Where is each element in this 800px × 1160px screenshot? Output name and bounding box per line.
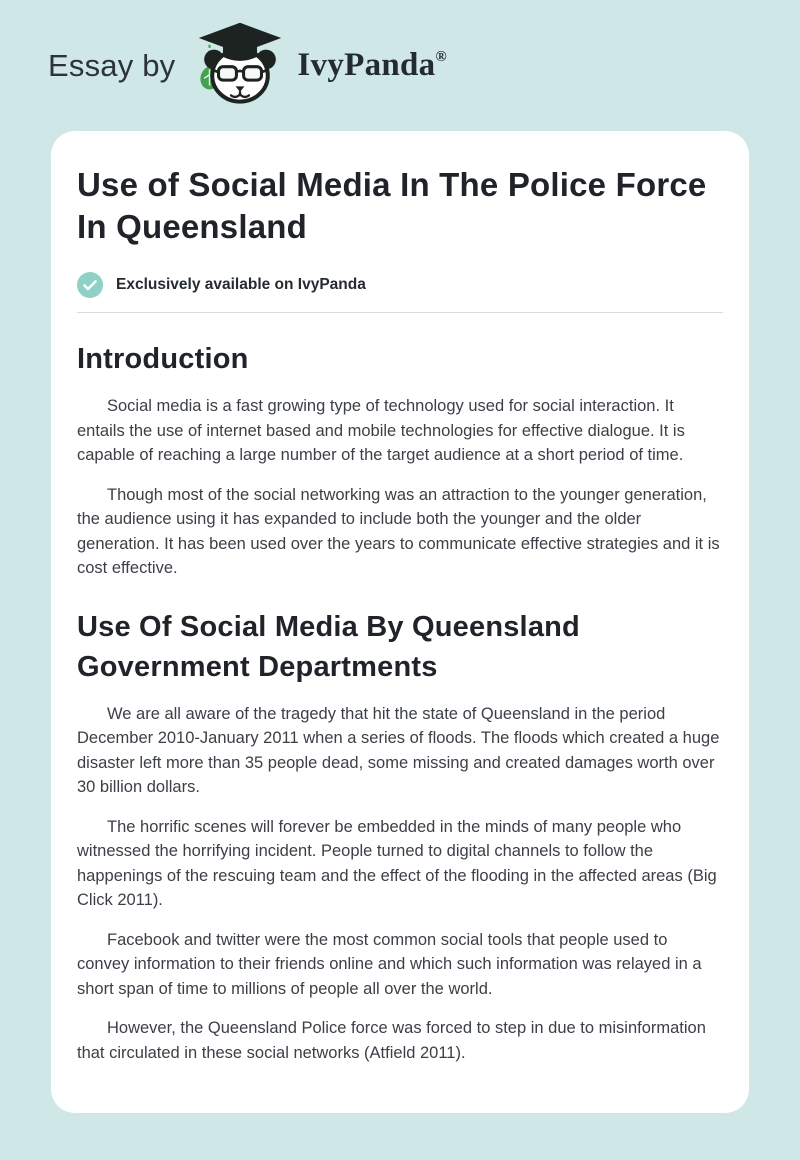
essay-card — [51, 131, 749, 1113]
divider — [77, 312, 723, 313]
exclusive-badge — [77, 272, 723, 298]
paragraph: Social media is a fast growing type of technology used for social interaction. It entails the use of internet based and mobile technologies for effective dialogue. It is capable of reaching a large number of the target audience at a short period of time. — [77, 397, 685, 464]
site-header — [0, 0, 800, 131]
section-introduction — [77, 339, 723, 581]
check-icon — [77, 272, 103, 298]
essay-by-label: Essay by — [48, 47, 176, 83]
section-heading: Use Of Social Media By Queensland Government Departments — [77, 610, 580, 683]
paragraph: Facebook and twitter were the most common social tools that people used to convey information to their friends online and which such information was relayed in a short span of time to millions of people all over the world. — [77, 930, 702, 998]
page-title: Use of Social Media In The Police Force In Queensland — [77, 166, 707, 245]
registered-mark: ® — [435, 49, 447, 65]
paragraph: The horrific scenes will forever be embedded in the minds of many people who witnessed the horrifying incident. People turned to digital channels to follow the happenings of the rescuing team and the effect of the flooding in the affected areas (Big Click 2011). — [77, 817, 717, 909]
paragraph: However, the Queensland Police force was forced to step in due to misinformation that circulated in these social networks (Atfield 2011). — [77, 1019, 706, 1062]
section-heading: Introduction — [77, 343, 249, 375]
brand-wordmark: IvyPanda® — [297, 47, 447, 83]
paragraph: We are all aware of the tragedy that hit the state of Queensland in the period December 2010-January 2011 when a series of floods. The floods which created a huge disaster left more than 35 people dead, some missing and created damages worth over 30 billion dollars. — [77, 704, 720, 796]
panda-graduate-icon — [187, 21, 293, 107]
paragraph: Though most of the social networking was an attraction to the younger generation, the audience using it has expanded to include both the younger and the older generation. It has been used over the years to communicate effective strategies and it is cost effective. — [77, 485, 720, 577]
section-social-media-by-qld-government — [77, 607, 723, 1066]
exclusive-badge-label: Exclusively available on IvyPanda — [116, 276, 366, 293]
